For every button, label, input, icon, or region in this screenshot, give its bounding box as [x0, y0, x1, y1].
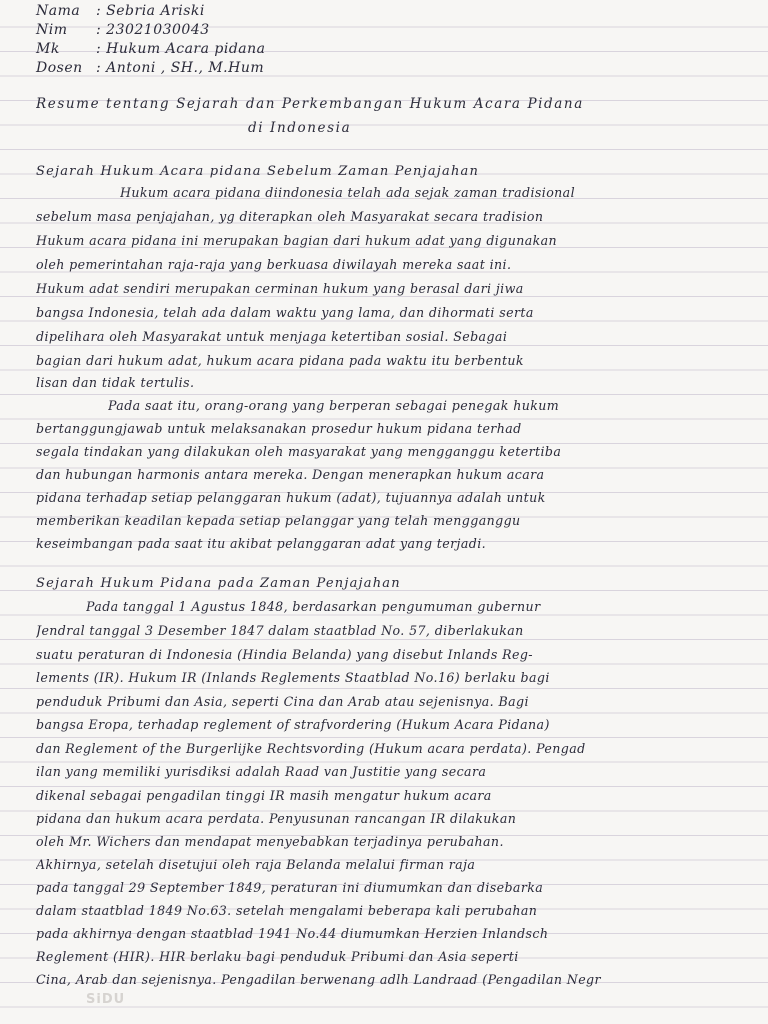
dosen-value: : Antoni , SH., M.Hum — [96, 60, 265, 76]
section2-line: Cina, Arab dan sejenisnya. Pengadilan berwenang adlh Landraad (Pengadilan Negr — [36, 972, 601, 987]
mk-label: Mk — [36, 41, 60, 57]
student-info — [36, 2, 266, 78]
title-line-2: di Indonesia — [248, 120, 352, 136]
section1-line: dipelihara oleh Masyarakat untuk menjaga ketertiban sosial. Sebagai — [36, 329, 508, 344]
dosen-row — [36, 59, 266, 78]
section1-line: Hukum acara pidana ini merupakan bagian dari hukum adat yang digunakan — [36, 233, 558, 248]
section2-line: pada akhirnya dengan staatblad 1941 No.44 diumumkan Herzien Inlandsch — [36, 926, 549, 941]
section1-line: keseimbangan pada saat itu akibat pelanggaran adat yang terjadi. — [36, 536, 487, 551]
title-line-1: Resume tentang Sejarah dan Perkembangan Hukum Acara Pidana — [36, 96, 584, 112]
section1-line: bertanggungjawab untuk melaksanakan prosedur hukum pidana terhad — [36, 421, 522, 436]
mk-value: : Hukum Acara pidana — [96, 41, 266, 57]
section1-line: lisan dan tidak tertulis. — [36, 375, 195, 390]
section2-line: Jendral tanggal 3 Desember 1847 dalam staatblad No. 57, diberlakukan — [36, 623, 524, 638]
section2-line: pada tanggal 29 September 1849, peraturan ini diumumkan dan disebarka — [36, 880, 544, 895]
nama-value: : Sebria Ariski — [96, 3, 205, 19]
section1-line: bangsa Indonesia, telah ada dalam waktu yang lama, dan dihormati serta — [36, 305, 534, 320]
nama-row — [36, 2, 266, 21]
section2-line: pidana dan hukum acara perdata. Penyusunan rancangan IR dilakukan — [36, 811, 517, 826]
section2-line: ilan yang memiliki yurisdiksi adalah Raad van Justitie yang secara — [36, 764, 487, 779]
section1-line: segala tindakan yang dilakukan oleh masyarakat yang mengganggu ketertiba — [36, 444, 562, 459]
section2-line: Akhirnya, setelah disetujui oleh raja Belanda melalui firman raja — [36, 857, 476, 872]
section2-line: dikenal sebagai pengadilan tinggi IR masih mengatur hukum acara — [36, 788, 492, 803]
section1-line: dan hubungan harmonis antara mereka. Dengan menerapkan hukum acara — [36, 467, 545, 482]
section1-line: Pada saat itu, orang-orang yang berperan sebagai penegak hukum — [108, 398, 560, 413]
section2-line: bangsa Eropa, terhadap reglement of strafvordering (Hukum Acara Pidana) — [36, 717, 550, 732]
section1-line: memberikan keadilan kepada setiap pelanggar yang telah mengganggu — [36, 513, 521, 528]
mk-row — [36, 40, 266, 59]
dosen-label: Dosen — [36, 60, 83, 76]
section1-line: oleh pemerintahan raja-raja yang berkuasa diwilayah mereka saat ini. — [36, 257, 512, 272]
section1-line: sebelum masa penjajahan, yg diterapkan oleh Masyarakat secara tradision — [36, 209, 544, 224]
section1-line: Hukum acara pidana diindonesia telah ada sejak zaman tradisional — [120, 185, 576, 200]
section1-line: Hukum adat sendiri merupakan cerminan hukum yang berasal dari jiwa — [36, 281, 524, 296]
section2-line: Pada tanggal 1 Agustus 1848, berdasarkan pengumuman gubernur — [86, 599, 541, 614]
section2-line: suatu peraturan di Indonesia (Hindia Belanda) yang disebut Inlands Reg- — [36, 647, 533, 662]
section1-heading: Sejarah Hukum Acara pidana Sebelum Zaman Penjajahan — [36, 164, 480, 179]
nama-label: Nama — [36, 3, 81, 19]
section2-line: Reglement (HIR). HIR berlaku bagi penduduk Pribumi dan Asia seperti — [36, 949, 519, 964]
section2-line: oleh Mr. Wichers dan mendapat menyebabkan terjadinya perubahan. — [36, 834, 504, 849]
section1-line: bagian dari hukum adat, hukum acara pidana pada waktu itu berbentuk — [36, 353, 524, 368]
section2-line: dan Reglement of the Burgerlijke Rechtsvording (Hukum acara perdata). Pengad — [36, 741, 586, 756]
section1-line: pidana terhadap setiap pelanggaran hukum (adat), tujuannya adalah untuk — [36, 490, 546, 505]
brand-watermark: SiDU — [86, 992, 126, 1007]
nim-row — [36, 21, 266, 40]
section2-line: dalam staatblad 1849 No.63. setelah mengalami beberapa kali perubahan — [36, 903, 538, 918]
section2-heading: Sejarah Hukum Pidana pada Zaman Penjajahan — [36, 576, 401, 591]
nim-label: Nim — [36, 22, 68, 38]
nim-value: : 23021030043 — [96, 22, 210, 38]
section2-line: lements (IR). Hukum IR (Inlands Reglements Staatblad No.16) berlaku bagi — [36, 670, 550, 685]
section2-line: penduduk Pribumi dan Asia, seperti Cina dan Arab atau sejenisnya. Bagi — [36, 694, 529, 709]
